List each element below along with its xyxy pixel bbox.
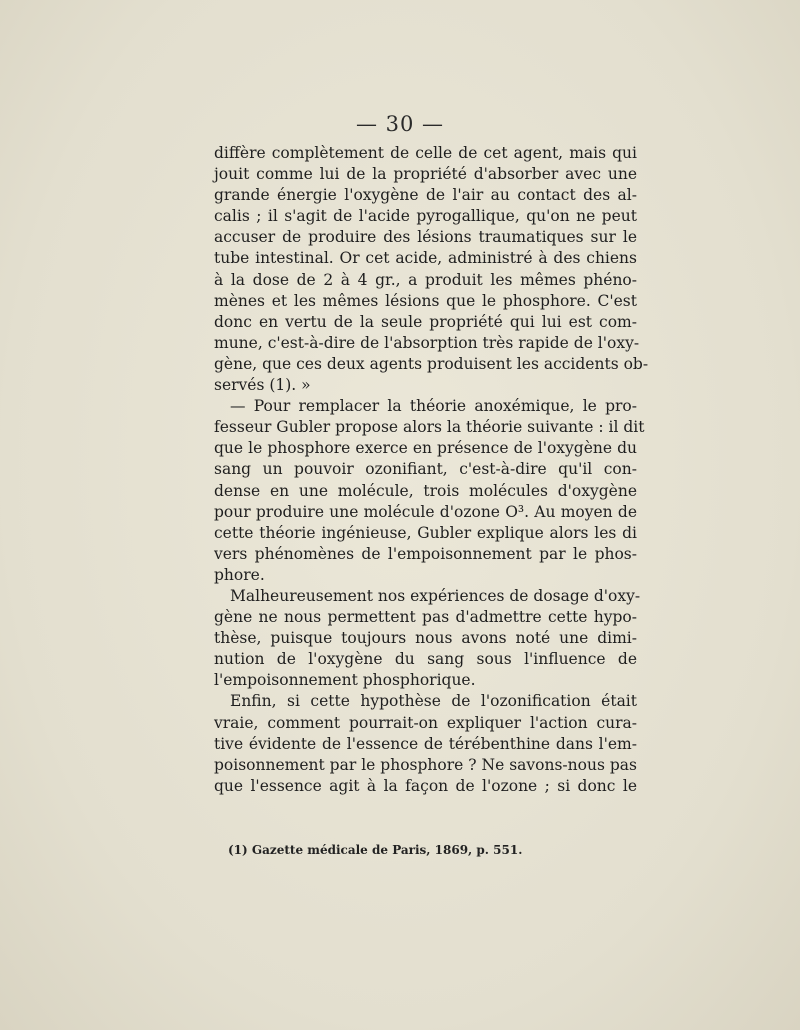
text-line: que l'essence agit à la façon de l'ozone ; si donc le	[214, 776, 637, 795]
text-line: mènes et les mêmes lésions que le phosphore. C'est	[214, 291, 637, 310]
text-line: servés (1). »	[214, 376, 311, 395]
text-line: sang un pouvoir ozonifiant, c'est-à-dire qu'il con-	[214, 460, 637, 479]
text-line: vraie, comment pourrait-on expliquer l'action cura-	[214, 713, 637, 732]
text-line: diffère complètement de celle de cet agent, mais qui	[214, 144, 637, 162]
text-line: gène, que ces deux agents produisent les accidents ob-	[214, 354, 649, 373]
text-line: gène ne nous permettent pas d'admettre cette hypo-	[214, 608, 637, 627]
text-line: phore.	[214, 565, 265, 584]
text-line: mune, c'est-à-dire de l'absorption très rapide de l'oxy-	[214, 333, 640, 352]
text-line: tive évidente de l'essence de térébenthine dans l'em-	[214, 734, 637, 753]
text-line: que le phosphore exerce en présence de l'oxygène du	[214, 439, 637, 458]
body-text	[214, 143, 649, 797]
text-line: l'empoisonnement phosphorique.	[214, 671, 476, 690]
text-line: cette théorie ingénieuse, Gubler explique alors les di	[214, 523, 637, 542]
text-line: pour produire une molécule d'ozone O³. Au moyen de	[214, 502, 637, 521]
text-line: vers phénomènes de l'empoisonnement par le phos-	[214, 544, 637, 563]
text-line: accuser de produire des lésions traumatiques sur le	[214, 228, 637, 247]
text-line: poisonnement par le phosphore ? Ne savons-nous pas	[214, 755, 637, 774]
text-line: thèse, puisque toujours nous avons noté une dimi-	[214, 629, 637, 648]
text-line: à la dose de 2 à 4 gr., a produit les mêmes phéno-	[214, 270, 637, 289]
text-line: dense en une molécule, trois molécules d'oxygène	[214, 481, 637, 500]
text-line: — Pour remplacer la théorie anoxémique, le pro-	[230, 397, 637, 416]
text-line: Malheureusement nos expériences de dosage d'oxy-	[230, 586, 641, 605]
text-line: fesseur Gubler propose alors la théorie suivante : il dit	[214, 418, 645, 437]
text-line: jouit comme lui de la propriété d'absorber avec une	[214, 165, 637, 184]
text-line: tube intestinal. Or cet acide, administré à des chiens	[214, 249, 637, 268]
text-line: grande énergie l'oxygène de l'air au contact des al-	[214, 186, 637, 205]
footnote: (1) Gazette médicale de Paris, 1869, p. 551.	[228, 843, 523, 857]
text-line: Enfin, si cette hypothèse de l'ozonification était	[230, 692, 637, 711]
page-number: — 30 —	[355, 112, 445, 136]
text-line: donc en vertu de la seule propriété qui lui est com-	[214, 312, 637, 331]
text-line: nution de l'oxygène du sang sous l'influence de	[214, 650, 637, 669]
text-line: calis ; il s'agit de l'acide pyrogallique, qu'on ne peut	[214, 207, 637, 226]
